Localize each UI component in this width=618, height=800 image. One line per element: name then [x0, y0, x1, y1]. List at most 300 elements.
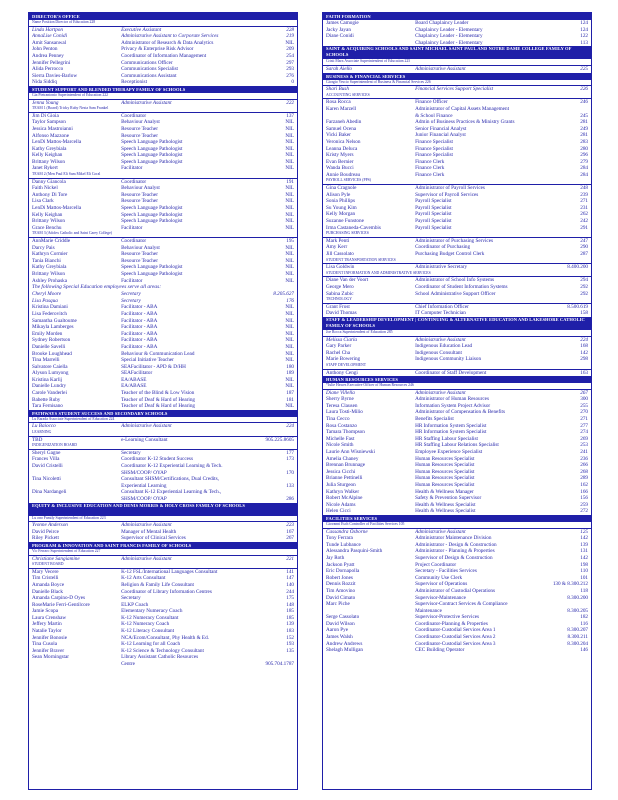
directory-row [29, 661, 297, 668]
directory-row [29, 615, 297, 622]
staff-title: HR Information System Specialist [415, 429, 487, 436]
staff-name: Robert McAlpine [326, 495, 363, 502]
staff-extension: 180 [286, 363, 294, 370]
staff-name: Mary Vecere [32, 568, 59, 575]
staff-title: Resource Teacher [121, 132, 158, 139]
staff-title: Coordinator of Staff Development [415, 369, 487, 376]
staff-name: Michelle Fast [326, 435, 355, 442]
staff-name: Kathy Greybiala [32, 264, 67, 271]
staff-title: Behaviour Analyst [121, 185, 160, 192]
directory-row [29, 73, 297, 80]
staff-extension: 271 [580, 198, 588, 205]
staff-name: Jeffery Martin [32, 621, 62, 628]
staff-title: Supervisor of Operations [415, 581, 468, 588]
staff-name: AnnaLise Conidi [32, 33, 68, 40]
staff-title: Facilitator [121, 165, 143, 172]
staff-name: Karen Marzell [326, 105, 357, 112]
staff-title: Administrative Assistant [121, 99, 172, 106]
staff-name: David Peirce [32, 528, 59, 535]
staff-extension: 286 [286, 495, 294, 502]
staff-name: David Wilson [326, 620, 355, 627]
staff-name: Lisa Federovitch [32, 310, 68, 317]
staff-title: Coordinator [121, 112, 147, 119]
staff-extension [551, 106, 588, 113]
staff-name: RoseMarie Ferri-Gentilcore [32, 601, 90, 608]
section-header: PROGRAM & INNOVATION AND SAINT FRANCIS FAMILY OF SCHOOLS [29, 542, 297, 549]
staff-extension: 292 [580, 290, 588, 297]
subsection-heading: TEAM 2 (Men Paul Eli Sam Mikel Eli Coral [29, 172, 297, 179]
staff-title: K-12 Arts Consultant [121, 575, 166, 582]
directory-row [323, 139, 591, 146]
staff-extension: 292 [580, 283, 588, 290]
staff-extension: 141 [286, 568, 294, 575]
staff-name: James Walsh [326, 634, 353, 641]
staff-extension: NIL [285, 139, 294, 146]
staff-name: Tina Cecco [326, 416, 350, 423]
staff-title: Health & Wellness Manager [415, 488, 474, 495]
directory-row [29, 344, 297, 351]
staff-extension: NIL [285, 350, 294, 357]
staff-extension: 189 [286, 370, 294, 377]
staff-title: & School Finance [415, 112, 453, 119]
directory-row [323, 152, 591, 159]
staff-extension: NIL [285, 324, 294, 331]
staff-extension: 162 [580, 482, 588, 488]
section-header: STAFF & LEADERSHIP DEVELOPMENT | CONTINUING & ALTERNATIVE EDUCATION AND LAKESHORE CATHOLIC FAMILY OF SCHOOLS [323, 317, 591, 330]
directory-row [323, 225, 591, 232]
directory-row [323, 106, 591, 113]
directory-row [323, 356, 591, 363]
staff-extension: 253 [580, 442, 588, 449]
staff-extension: 231 [580, 204, 588, 211]
staff-name: George Mero [326, 283, 354, 290]
staff-title: Employee Experience Specialist [415, 449, 483, 456]
staff-name: Riley Pickett [32, 535, 59, 542]
staff-title: Finance Specialist [415, 138, 453, 145]
staff-title: Facilitator - ABA [121, 310, 158, 317]
staff-extension: NIL [285, 403, 294, 410]
staff-extension: 185 [286, 608, 294, 615]
directory-row [29, 100, 297, 107]
staff-title: NCA/Ecom/Consultant, Phy Health & Ed. [121, 634, 209, 641]
directory-row [323, 601, 591, 608]
staff-name: Tim Amovino [326, 587, 356, 594]
staff-title: K-12 FSL/International Languages Consultant [121, 568, 218, 575]
staff-extension: 142 [580, 554, 588, 561]
directory-row [29, 53, 297, 60]
staff-title: Finance Clerk [415, 165, 445, 172]
section-header: BUSINESS & FINANCIAL SERVICES [323, 73, 591, 80]
staff-extension: 262 [580, 211, 588, 218]
staff-extension: NIL [285, 251, 294, 258]
staff-title: Speech Language Pathologist [121, 264, 183, 271]
staff-extension: NIL [285, 310, 294, 317]
staff-name: Tamara Thompson [326, 429, 365, 436]
staff-name [32, 483, 121, 490]
staff-name: Helen Cicci [326, 508, 351, 515]
staff-title: Coordinator [121, 178, 147, 185]
staff-title: Board Chaplaincy Leader [415, 20, 469, 26]
directory-row [29, 569, 297, 576]
staff-name: Samantha Gualtoume [32, 317, 77, 324]
staff-name: Kristina Karlij [32, 376, 63, 383]
staff-title: Facilitator - ABA [121, 337, 158, 344]
staff-name: Irma Castaneda-Cavembis [326, 224, 381, 231]
directory-row [323, 396, 591, 403]
staff-name: Danielle Lundry [32, 383, 67, 390]
staff-name: Jennifer Pellegrini [32, 59, 71, 66]
staff-title: Secretary - Facilities Services [415, 568, 477, 575]
staff-title: Administrator of Payroll Services [415, 185, 485, 192]
staff-extension: 300 [580, 396, 588, 403]
staff-title: Speech Language Pathologist [121, 211, 183, 218]
directory-row [323, 508, 591, 515]
directory-row [323, 608, 591, 615]
staff-name: Suzanne Funstone [326, 218, 364, 225]
staff-extension: 270 [580, 409, 588, 416]
directory-row [323, 621, 591, 628]
staff-name: Nicole Smith [326, 442, 354, 449]
staff-name: Frances Villa [32, 456, 60, 463]
staff-title: Coordinator-Custodial Services Area 3 [415, 640, 496, 647]
staff-extension: 101 [580, 574, 588, 581]
staff-name: Jennifer Bonosie [32, 634, 68, 641]
staff-extension: 147 [286, 575, 294, 582]
directory-row [323, 172, 591, 179]
staff-name: Christiane Sangiamine [32, 555, 80, 562]
staff-extension: 279 [580, 158, 588, 165]
directory-row [29, 258, 297, 265]
staff-extension: 8.400.200 [567, 264, 588, 271]
staff-extension: 259 [580, 501, 588, 508]
directory-row [323, 542, 591, 549]
staff-name: Gina Cragnole [326, 185, 357, 192]
staff-title: Human Resources Specialist [415, 455, 475, 462]
staff-title: Resource Teacher [121, 251, 158, 258]
staff-title: Administrator Maintenance Division [415, 535, 492, 542]
staff-name: David Thomas [326, 310, 357, 317]
directory-row [323, 575, 591, 582]
directory-row [323, 495, 591, 502]
staff-name: Sherry Byrne [326, 396, 354, 403]
staff-title: HR Staffing Labour Specialist [415, 435, 478, 442]
staff-extension [257, 489, 294, 496]
staff-title: Supervisor of Design & Construction [415, 554, 493, 561]
staff-name: Amanda Carpino-D Oyes [32, 595, 86, 602]
staff-extension: 146 [580, 647, 588, 654]
staff-extension: NIL [285, 145, 294, 152]
staff-name: Veronica Nelson [326, 138, 361, 145]
staff-title: Administrative Assistant [415, 336, 466, 343]
directory-row [323, 185, 591, 192]
staff-name: Brennan Brunnage [326, 462, 366, 469]
staff-name: Tina Marrelli [32, 357, 60, 364]
staff-extension: 246 [580, 99, 588, 106]
directory-row [29, 146, 297, 153]
staff-name: John Penton [32, 46, 58, 53]
staff-title: Supervisor-Contract Services & Compliance [415, 601, 508, 608]
staff-title: Administrative Assistant [121, 423, 172, 430]
staff-extension: NIL [285, 343, 294, 350]
staff-title: Centre [121, 661, 135, 668]
staff-extension: 185 [286, 614, 294, 621]
staff-name: Jay Roth [326, 554, 345, 561]
staff-title: Health & Wellness Specialist [415, 508, 476, 515]
left-column [28, 12, 298, 790]
staff-name: Laura Tosti-Milio [326, 409, 363, 416]
staff-name: Anthony Di Tore [32, 191, 68, 198]
staff-title: Chaplaincy Leader - Elementary [415, 39, 483, 46]
staff-title: Behaviour Analyst [121, 119, 160, 126]
directory-row [29, 27, 297, 34]
staff-extension: 175 [286, 595, 294, 602]
subsection-heading: STUDENT TRANSPORTATION SERVICES [323, 258, 591, 265]
staff-name: Tara Fernisano [32, 403, 63, 410]
directory-row [323, 264, 591, 271]
directory-row [323, 647, 591, 654]
staff-title: Coordinator of Library Information Centres [121, 588, 212, 595]
staff-title: Supervisor of Payroll Services [415, 191, 479, 198]
staff-extension: 272 [580, 508, 588, 515]
directory-row [323, 390, 591, 397]
staff-title: Speech Language Pathologist [121, 145, 183, 152]
staff-name: David Cimato [326, 594, 356, 601]
staff-name: Brittany Wilson [32, 158, 65, 165]
staff-title: Human Resources Specialist [415, 462, 475, 469]
subsection-heading: Giovanni Esch Controller of Facilities Services 105 [323, 522, 591, 529]
directory-row [29, 635, 297, 642]
staff-extension: NIL [285, 205, 294, 212]
staff-title: SEAFacilitator - APD & D/HH [121, 363, 186, 370]
staff-title: Administrator - Design & Construction [415, 541, 497, 548]
staff-title: Supervisor of Clinical Services [121, 535, 186, 542]
staff-name: Mikayla Lamberges [32, 324, 74, 331]
staff-extension: 142 [580, 535, 588, 542]
staff-extension: 219 [286, 33, 294, 40]
staff-title: EA/ABASE [121, 383, 147, 390]
staff-title: K-12 Numeracy Coach [121, 621, 170, 628]
staff-name: Diane Villella [326, 389, 355, 396]
staff-name [326, 608, 415, 615]
staff-name: Samuel Ocena [326, 125, 357, 132]
staff-name: Kelly Keighan [32, 211, 63, 218]
directory-row [323, 33, 591, 40]
section-header: DIRECTOR'S OFFICE [29, 13, 297, 20]
staff-name: Jessica Cicchi [326, 468, 356, 475]
staff-name: Grant Frost [326, 303, 350, 310]
staff-name: Amelia Chaney [326, 455, 359, 462]
staff-extension: NIL [285, 337, 294, 344]
staff-name: Brittany Wilson [32, 218, 65, 225]
staff-extension: 140 [286, 581, 294, 588]
staff-title: Speech Language Pathologist [121, 205, 183, 212]
staff-title: Human Resources Specialist [415, 475, 475, 482]
staff-title: Speech Language Pathologist [121, 218, 183, 225]
staff-extension: 8.500.619 [567, 303, 588, 310]
staff-title: K-12 Literacy Consultant [121, 628, 175, 635]
subsection-heading: TEAM 3 (Adolex Catholic and Saint Carey College) [29, 231, 297, 238]
section-header: FACILITIES SERVICES [323, 515, 591, 522]
staff-extension: 124 [580, 20, 588, 26]
staff-extension: 113 [580, 39, 588, 46]
directory-row [29, 654, 297, 661]
staff-name [32, 661, 121, 668]
staff-name: Nicole Adams [326, 501, 356, 508]
staff-title: ELKP Coach [121, 601, 149, 608]
staff-extension: 281 [580, 132, 588, 139]
directory-row [29, 470, 297, 477]
directory-row [29, 450, 297, 457]
staff-name: Rachel Cha [326, 349, 351, 356]
staff-extension: NIL [285, 383, 294, 390]
directory-row [323, 40, 591, 47]
directory-row [323, 442, 591, 449]
staff-title: Behaviour & Communication Lead [121, 350, 195, 357]
staff-extension: 142 [580, 349, 588, 356]
staff-title: Administrative Assistant to Corporate Services [121, 33, 219, 40]
directory-row [29, 245, 297, 252]
staff-extension: NIL [285, 317, 294, 324]
directory-row [323, 370, 591, 377]
staff-name: Alison Pyle [326, 191, 351, 198]
staff-name: David Cristelli [32, 463, 63, 469]
subsection-heading: ACCOUNTING SERVICES [323, 93, 591, 100]
staff-extension: 271 [580, 416, 588, 423]
staff-title: Administrative Assistant [415, 528, 466, 535]
directory-row [323, 409, 591, 416]
staff-name: Brianne Pettinelli [326, 475, 363, 482]
directory-row [323, 581, 591, 588]
directory-row [29, 377, 297, 384]
staff-title: Communications Assistant [121, 72, 177, 79]
directory-row [323, 475, 591, 482]
staff-name [32, 470, 121, 477]
directory-row [29, 589, 297, 596]
staff-extension: 226 [580, 86, 588, 93]
staff-name: Anthony Cengi [326, 369, 358, 376]
staff-name: Laurie Ann Wisniewski [326, 449, 375, 456]
staff-extension: 254 [286, 52, 294, 59]
staff-title: K-12 Learning for all Coach [121, 641, 181, 648]
staff-name: Evan Bernier [326, 158, 354, 165]
staff-extension: 193 [286, 641, 294, 648]
staff-name: Dennis Rozzit [326, 581, 356, 588]
staff-name: Sheryl Gagne [32, 449, 61, 456]
staff-title: Speech Language Pathologist [121, 270, 183, 277]
staff-name: Kathryn Cormier [32, 251, 68, 258]
directory-row [323, 614, 591, 621]
staff-name: Aaron Pye [326, 627, 349, 634]
staff-name: Diane Van der Voort [326, 277, 369, 284]
staff-name: Mark Penti [326, 237, 350, 244]
staff-extension: NIL [285, 165, 294, 172]
staff-name: Tony Ferrara [326, 535, 353, 542]
staff-name: Diane Conidi [326, 33, 354, 40]
staff-name: Brittany Wilson [32, 270, 65, 277]
directory-row [323, 403, 591, 410]
staff-extension: 293 [286, 66, 294, 73]
staff-extension: 249 [580, 125, 588, 132]
subsection-heading: Name Position Director of Education 228 [29, 20, 297, 27]
staff-title: Payroll Specialist [415, 211, 452, 218]
staff-title: Benefits Specialist [415, 416, 454, 423]
staff-name: Rosa Costanzo [326, 422, 357, 429]
directory-row [29, 251, 297, 258]
directory-row [29, 33, 297, 40]
staff-extension: 135 [286, 647, 294, 654]
directory-row [323, 27, 591, 34]
directory-row [29, 357, 297, 364]
directory-row [323, 86, 591, 93]
directory-row [29, 608, 297, 615]
directory-row [29, 60, 297, 67]
directory-row [323, 568, 591, 575]
directory-row [29, 364, 297, 371]
staff-title: Religion & Family Life Consultant [121, 581, 194, 588]
directory-row [29, 556, 297, 563]
staff-name: Amit Sansanwal [32, 39, 67, 46]
subsection-heading: PAYROLL SERVICES (PPS) [323, 178, 591, 185]
staff-title: Finance Officer [415, 99, 448, 106]
directory-row [323, 238, 591, 245]
staff-title: Consultant SHSM/Certifications, Dual Credits, [121, 476, 219, 483]
staff-title: Communications Specialist [121, 66, 178, 73]
staff-extension: 116 [580, 620, 588, 627]
staff-name: Laura Crenshaw [32, 614, 67, 621]
staff-title: CEC Building Operator [415, 647, 465, 654]
directory-row [323, 113, 591, 120]
directory-row [29, 648, 297, 655]
directory-row [323, 20, 591, 27]
staff-title: Finance Specialist [415, 152, 453, 159]
staff-name: Kelly Morgan [326, 211, 356, 218]
staff-extension: 181 [286, 396, 294, 403]
directory-row [29, 397, 297, 404]
staff-title: Health & Wellness Specialist [415, 501, 476, 508]
staff-name: Danielle Savelli [32, 343, 66, 350]
staff-extension: 170 [286, 469, 294, 476]
staff-title: Maintenance [415, 607, 442, 614]
subsection-heading: Giorgio Vescio Superintendent of Business & Financial Services 226 [323, 80, 591, 87]
directory-row [29, 79, 297, 86]
staff-title: Coordinator-Custodial Services Area 1 [415, 627, 496, 634]
directory-row [323, 469, 591, 476]
section-header: HUMAN RESOURCES SERVICES [323, 376, 591, 383]
subsection-heading: TEAM 1 (Board) Tricky Ruby Nesta Sam Frankel [29, 106, 297, 113]
staff-name: Darcy Pais [32, 244, 55, 251]
staff-extension [257, 654, 294, 661]
staff-title: School Administrative Support Officer [415, 290, 496, 297]
staff-name: James Camogie [326, 20, 359, 26]
directory-row [29, 291, 297, 298]
staff-extension: 139 [286, 621, 294, 628]
staff-title: Chief Information Officer [415, 303, 469, 310]
directory-row [29, 621, 297, 628]
staff-name: Sabina Zubic [326, 290, 354, 297]
directory-row [29, 218, 297, 225]
directory-row [29, 595, 297, 602]
subsection-heading: Cristi Marx Associate Superintendent of Education 225 [323, 59, 591, 66]
staff-title: Teacher of Deaf & Hard of Hearing [121, 396, 196, 403]
staff-title: Administrator - Planning & Properties [415, 548, 495, 555]
directory-row [29, 641, 297, 648]
staff-name: Babette Ruby [32, 396, 61, 403]
staff-extension: 110 [580, 568, 588, 575]
directory-row [323, 502, 591, 509]
directory-row [323, 192, 591, 199]
staff-name [326, 40, 415, 47]
staff-extension: 223 [286, 522, 294, 529]
